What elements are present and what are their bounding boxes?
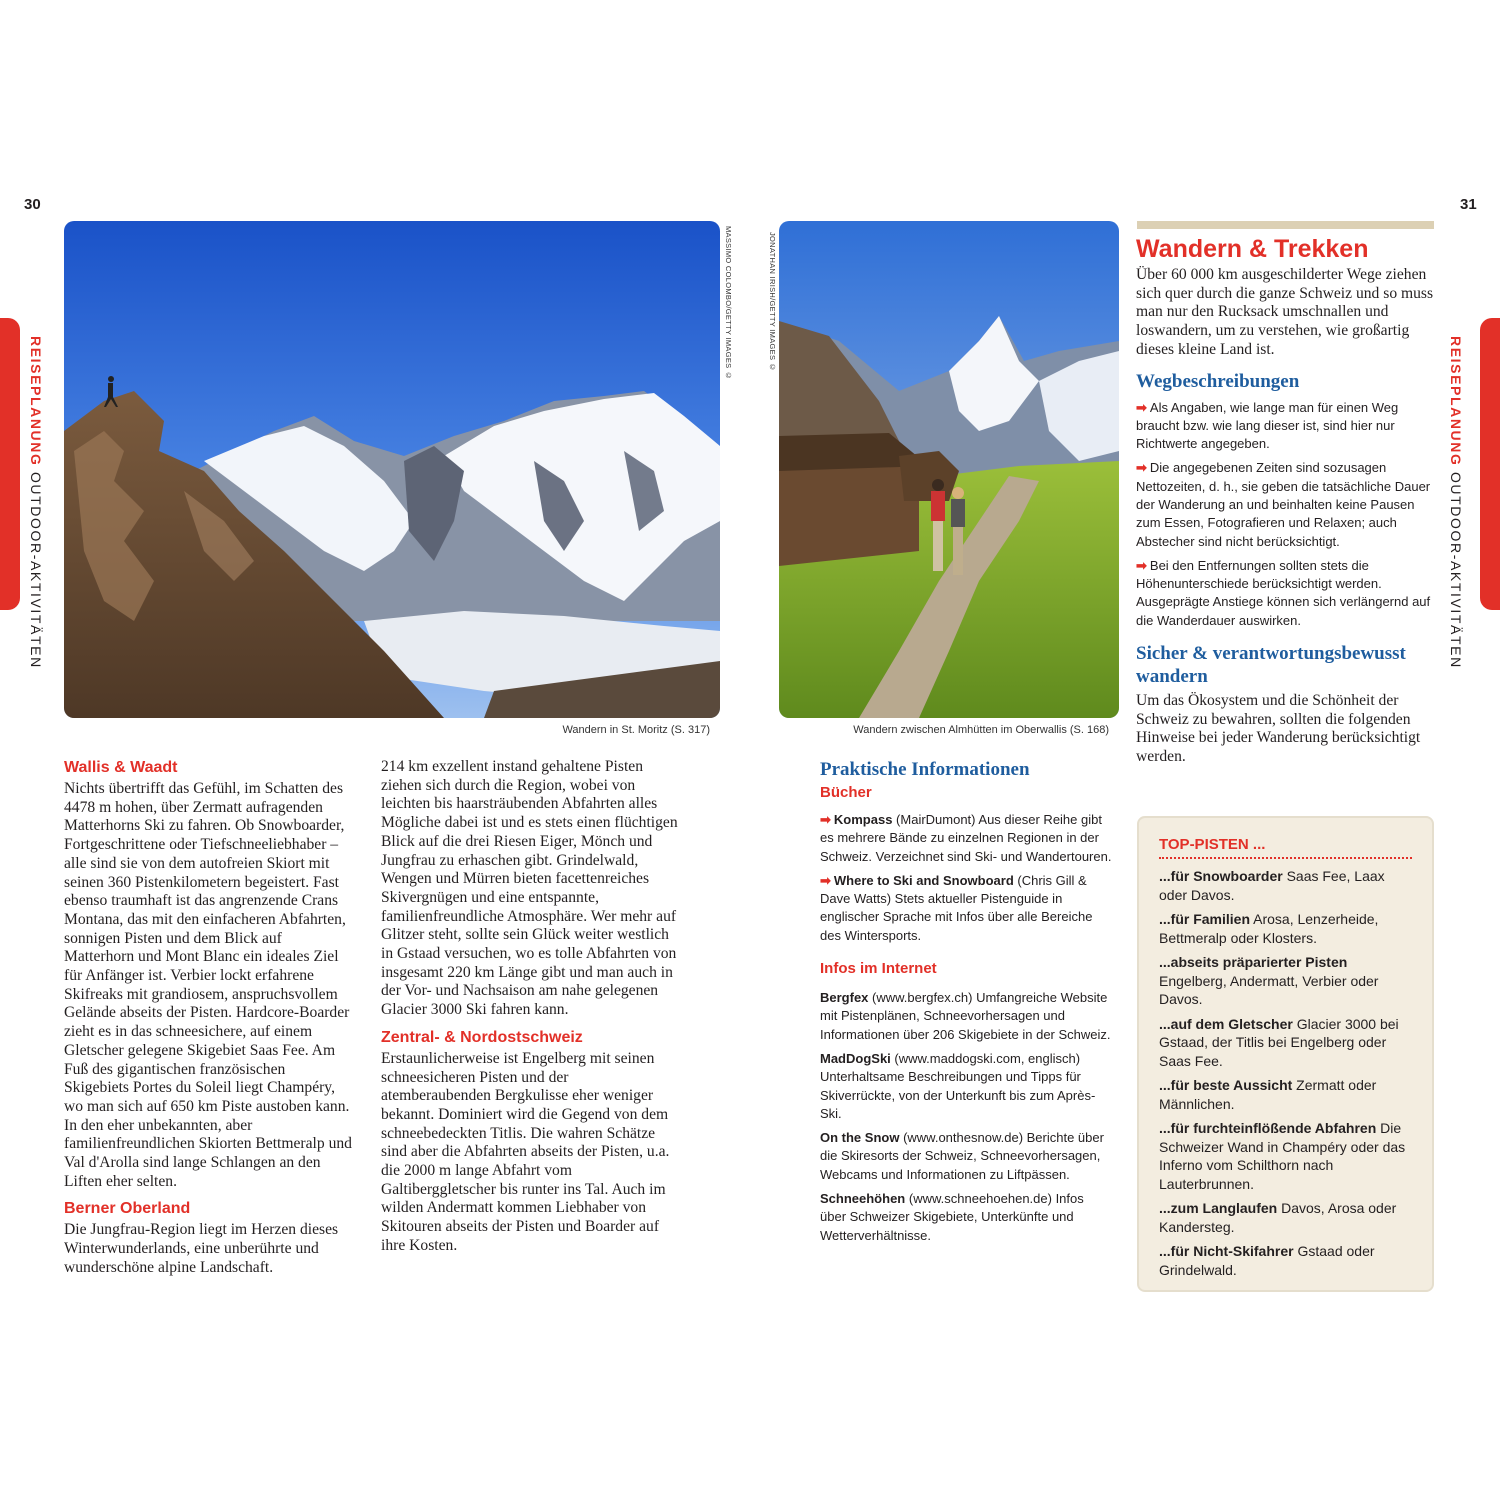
photo-credit-right: JONATHAN IRISH/GETTY IMAGES © — [768, 232, 777, 372]
bullet-item: ➡ Bei den Entfernungen sollten stets die Höhenunterschiede berücksichtigt werden. Ausgeprägte Anstiege können sich verlängernd auf die Wanderdauer auswirken. — [1136, 557, 1431, 628]
heading-berner-oberland: Berner Oberland — [64, 1200, 191, 1218]
arrow-icon: ➡ — [1136, 399, 1147, 415]
web-item: On the Snow (www.onthesnow.de) Berichte über die Skiresorts der Schweiz, Schneevorhersagen, Webcams und Informationen zu Liftpässen. — [820, 1130, 1104, 1182]
bullet-item: ➡ Als Angaben, wie lange man für einen Weg braucht bzw. wie lang dieser ist, sind hier nur Richtwerte angegeben. — [1136, 399, 1399, 452]
paragraph-berner: Die Jungfrau-Region liegt im Herzen dieses Winterwunderlands, eine unberührte und wunderschöne alpine Landschaft. — [64, 1221, 339, 1276]
top-pisten-item: ...für Nicht-Skifahrer Gstaad oder Grindelwald. — [1159, 1243, 1375, 1278]
side-tab-left — [0, 318, 20, 610]
practical-info-section — [820, 758, 1112, 1251]
top-pisten-item: ...für Snowboarder Saas Fee, Laax oder Davos. — [1159, 868, 1385, 903]
top-pisten-item: ...abseits präparierter Pisten Engelberg, Andermatt, Verbier oder Davos. — [1159, 954, 1379, 1007]
web-item: Bergfex (www.bergfex.ch) Umfangreiche Website mit Pistenplänen, Schneevorhersagen und Informationen über 206 Skigebiete in der Schweiz. — [820, 990, 1111, 1042]
side-label-strong: REISEPLANUNG — [28, 336, 44, 467]
heading-wegbeschreibungen: Wegbeschreibungen — [1136, 370, 1300, 392]
top-pisten-item: ...für beste Aussicht Zermatt oder Männlichen. — [1159, 1077, 1377, 1112]
side-label-right — [1448, 336, 1464, 669]
paragraph-berner-cont: 214 km exzellent instand gehaltene Pisten ziehen sich durch die Region, wobei von leichten bis haarsträubenden Abfahrten alles Mögliche dabei ist und es stets einen flüchtigen Blick auf die drei Riesen Eiger, Mönch und Jungfrau zu erhaschen gibt. Grindelwald, Wengen und Mürren bieten facettenreiches Skivergnügen und eine entspannte, familienfreundliche Atmosphäre. Wer mehr auf Glitzer steht, sollte sein Glück weiter westlich in Gstaad versuchen, wo es tolle Abfahrten von insgesamt 220 km Länge gibt und man auch in der Vor- und Nachsaison am nahe gelegenen Glacier 3000 Ski fahren kann. — [381, 758, 678, 1019]
web-item: MadDogSki (www.maddogski.com, englisch) Unterhaltsame Beschreibungen und Tipps für Skiverrückte, von der Unterkunft bis zum Après-Ski. — [820, 1050, 1096, 1121]
top-pisten-box — [1137, 816, 1434, 1292]
side-label-strong: REISEPLANUNG — [1448, 336, 1464, 467]
hiking-section — [1136, 234, 1436, 767]
paragraph-sicher-wandern: Um das Ökosystem und die Schönheit der Schweiz zu bewahren, sollten die folgenden Hinweise bei jeder Wanderung berücksichtigt werden. — [1136, 692, 1421, 766]
mountain-landscape-image — [64, 221, 720, 718]
photo-oberwallis — [779, 221, 1119, 718]
book-item-where-to-ski: ➡ Where to Ski and Snowboard (Chris Gill & Dave Watts) Stets aktueller Pistenguide in englischer Sprache mit Infos über alle Bereiche des Wintersports. — [820, 872, 1093, 943]
top-pisten-item: ...für furchteinflößende Abfahren Die Schweizer Wand in Champéry oder das Inferno vom Schilthorn nach Lauterbrunnen. — [1159, 1120, 1406, 1192]
arrow-icon: ➡ — [820, 812, 831, 827]
side-label-left — [28, 336, 44, 669]
section-rule — [1137, 221, 1434, 229]
heading-sicher-wandern: Sicher & verantwortungsbewusst wandern — [1136, 643, 1406, 688]
heading-praktische-informationen: Praktische Informationen — [820, 759, 1030, 780]
side-label-normal: OUTDOOR-AKTIVITÄTEN — [1448, 471, 1464, 669]
side-label-normal: OUTDOOR-AKTIVITÄTEN — [28, 471, 44, 669]
web-item: Schneehöhen (www.schneehoehen.de) Infos über Schweizer Skigebiete, Unterkünfte und Wetterverhältnisse. — [820, 1191, 1084, 1243]
hikers-meadow-image — [779, 221, 1119, 718]
heading-buecher: Bücher — [820, 784, 872, 801]
side-tab-right — [1480, 318, 1500, 610]
photo-caption-left: Wandern in St. Moritz (S. 317) — [562, 724, 710, 736]
page-number-left: 30 — [24, 196, 41, 213]
bullet-item: ➡ Die angegebenen Zeiten sind sozusagen Nettozeiten, d. h., sie geben die tatsächliche Dauer der Wanderung an und beinhalten keine Pausen zum Essen, Fotografieren und Relaxen; auch Abstecher sind nicht berücksichtigt. — [1136, 460, 1431, 549]
arrow-icon: ➡ — [820, 872, 831, 888]
heading-infos-internet: Infos im Internet — [820, 960, 937, 978]
heading-wandern-trekken: Wandern & Trekken — [1136, 235, 1369, 263]
photo-st-moritz — [64, 221, 720, 718]
heading-zentralschweiz: Zentral- & Nordostschweiz — [381, 1028, 583, 1046]
text-column-1 — [64, 758, 354, 1278]
wegbeschreibung-list — [1136, 399, 1436, 631]
top-pisten-item: ...für Familien Arosa, Lenzerheide, Bettmeralp oder Klosters. — [1159, 911, 1379, 946]
web-list — [820, 989, 1112, 1245]
top-pisten-list — [1159, 867, 1412, 1279]
photo-credit-left: MASSIMO COLOMBO/GETTY IMAGES © — [724, 226, 733, 381]
paragraph-wandern-intro: Über 60 000 km ausgeschilderter Wege ziehen sich quer durch die ganze Schweiz und so muss man nur den Rucksack umschnallen und loswandern, um zu verstehen, wie großartig dieses kleine Land ist. — [1136, 266, 1434, 358]
top-pisten-item: ...zum Langlaufen Davos, Arosa oder Kandersteg. — [1159, 1200, 1397, 1235]
top-pisten-title: TOP-PISTEN ... — [1159, 836, 1412, 859]
photo-caption-right: Wandern zwischen Almhütten im Oberwallis (S. 168) — [853, 724, 1109, 736]
arrow-icon: ➡ — [1136, 557, 1147, 573]
book-list — [820, 811, 1112, 945]
arrow-icon: ➡ — [1136, 460, 1147, 476]
book-item-kompass: ➡ Kompass (MairDumont) Aus dieser Reihe gibt es mehrere Bände zu einzelnen Regionen in der Schweiz. Verzeichnet sind Ski- und Wandertouren. — [820, 812, 1112, 864]
heading-wallis-waadt: Wallis & Waadt — [64, 759, 178, 776]
paragraph-zentralschweiz: Erstaunlicherweise ist Engelberg mit seinen schneesicheren Pisten und der atemberaubenden Bergkulisse eher weniger bekannt. Dominiert wird die Gegend von dem schneebedeckten Titlis. Die wahren Schätze sind aber die Abfahrten abseits der Pisten, u.a. die 2000 m lange Abfahrt vom Galtiberggletscher bis runter ins Tal. Auch im wilden Andermatt kommen Liebhaber von Skitouren abseits der Pisten und Boarder auf ihre Kosten. — [381, 1049, 670, 1254]
page-number-right: 31 — [1460, 196, 1477, 213]
top-pisten-item: ...auf dem Gletscher Glacier 3000 bei Gstaad, der Titlis bei Engelberg oder Saas Fee. — [1159, 1015, 1399, 1069]
paragraph-wallis: Nichts übertrifft das Gefühl, im Schatten des 4478 m hohen, über Zermatt aufragenden Matterhorns Ski zu fahren. Ob Snowboarder, Fortgeschrittene oder Tiefschneeliebhaber – alle sind sie von dem autofreien Skiort mit seinen 360 Pistenkilometern begeistert. Fast ebenso traumhaft ist das angrenzende Crans Montana, das mit den einfacheren Abfahrten, sonnigen Pisten und dem Blick auf Matterhorn und Mont Blanc ein ideales Ziel für Anfänger ist. Verbier lockt erfahrene Skifreaks mit grandiosem, anspruchsvollem Gelände abseits der Pisten. Hardcore-Boarder zieht es in das schneesichere, auf einem Gletscher gelegene Skigebiet Saas Fee. Am Fuß des gigantischen französischen Skigebiets Portes du Soleil liegt Champéry, wo man sich auf 650 km Piste austoben kann. In den eher unbekannten, aber familienfreundlichen Skiorten Bettmeralp und Val d'Arolla sind lange Schlangen an den Liften eher selten. — [64, 780, 352, 1190]
text-column-2 — [381, 758, 679, 1256]
